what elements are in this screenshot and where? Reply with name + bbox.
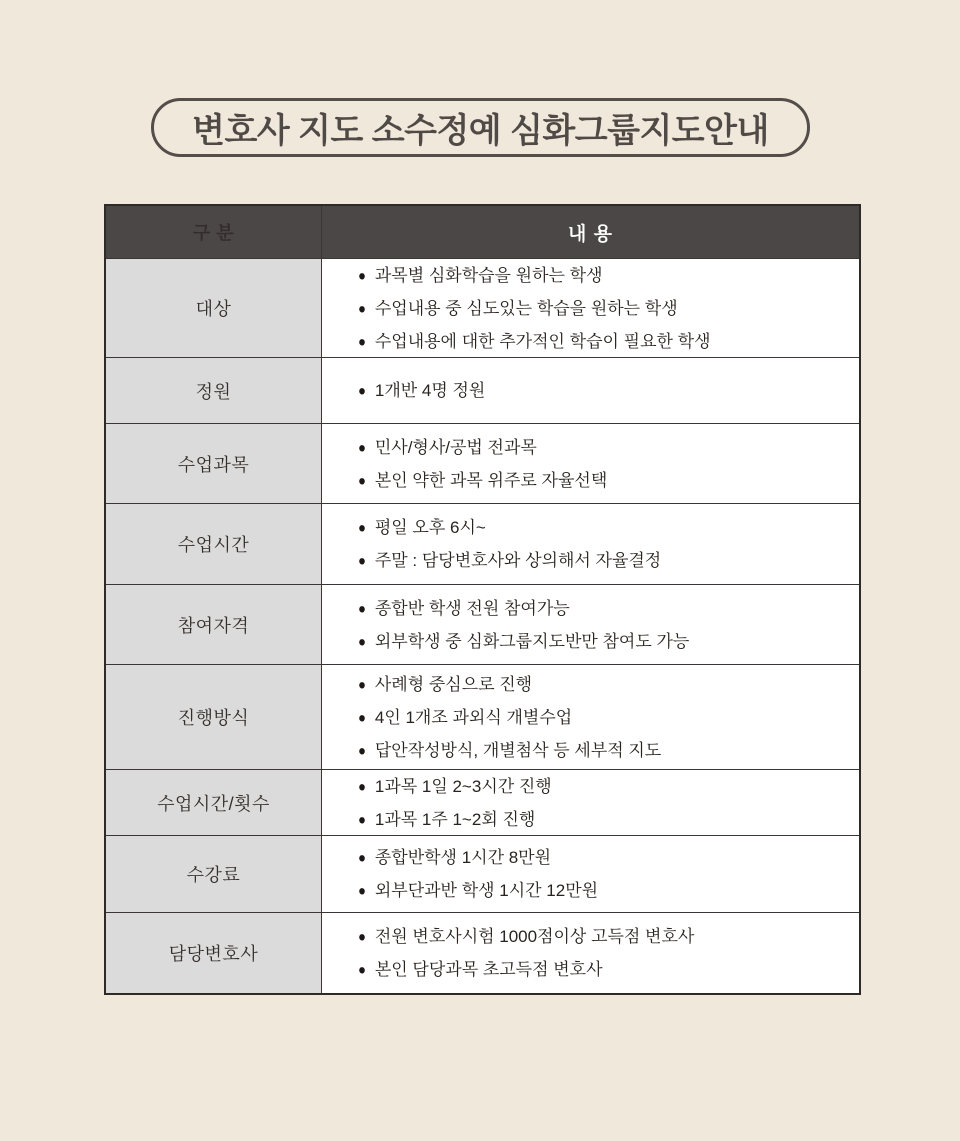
bullet-icon: ● [358, 927, 366, 946]
list-item [358, 544, 859, 577]
list-item [358, 292, 859, 325]
table-row-subjects [106, 423, 859, 503]
row-label [106, 358, 322, 423]
row-label-text: 진행방식 [177, 708, 250, 728]
list-item [358, 841, 859, 874]
bullet-icon: ● [358, 741, 366, 759]
list-item [358, 701, 859, 734]
bullet-icon: ● [358, 299, 366, 317]
list-item-text: 전원 변호사시험 1000점이상 고득점 변호사 [374, 927, 695, 946]
table-row-hours-frequency [106, 769, 859, 835]
header-category-label: 구 분 [192, 223, 235, 243]
table-header-row [106, 206, 859, 258]
bullet-icon: ● [358, 632, 366, 650]
row-label [106, 836, 322, 912]
bullet-icon: ● [358, 881, 366, 900]
row-label-text: 수업시간 [177, 535, 250, 555]
bullet-icon: ● [358, 960, 366, 979]
table-row-target [106, 258, 859, 357]
bullet-icon: ● [358, 708, 366, 726]
table-row-class-time [106, 503, 859, 584]
row-label [106, 913, 322, 993]
bullet-icon: ● [358, 266, 366, 284]
list-item-text: 1과목 1주 1~2회 진행 [374, 809, 536, 829]
row-content [322, 358, 859, 423]
bullet-icon: ● [358, 848, 366, 867]
row-label-text: 대상 [195, 299, 232, 319]
table-row-capacity [106, 357, 859, 423]
bullet-icon: ● [358, 675, 366, 693]
header-content-label: 내 용 [568, 223, 613, 245]
list-item [358, 592, 859, 625]
row-content [322, 585, 859, 664]
header-cell-category [106, 206, 322, 258]
row-content [322, 424, 859, 503]
table-row-instructors [106, 912, 859, 993]
list-item-text: 본인 담당과목 초고득점 변호사 [374, 960, 603, 979]
bullet-icon: ● [358, 438, 366, 456]
list-item-text: 1개반 4명 정원 [374, 381, 486, 400]
row-label [106, 259, 322, 357]
row-label-text: 수강료 [186, 865, 241, 885]
bullet-icon: ● [358, 381, 366, 400]
list-item [358, 770, 859, 803]
list-item [358, 464, 859, 497]
list-item-text: 민사/형사/공법 전과목 [374, 437, 537, 457]
list-item-text: 본인 약한 과목 위주로 자율선택 [374, 470, 608, 490]
row-label-text: 참여자격 [177, 615, 250, 636]
list-item [358, 625, 859, 658]
list-item [358, 874, 859, 907]
list-item [358, 431, 859, 464]
row-content [322, 770, 859, 835]
list-item [358, 259, 859, 292]
row-label [106, 770, 322, 835]
bullet-icon: ● [358, 551, 366, 570]
table-row-format [106, 664, 859, 769]
list-item-text: 평일 오후 6시~ [374, 518, 486, 537]
row-label-text: 정원 [195, 381, 232, 402]
row-label [106, 665, 322, 769]
row-content [322, 259, 859, 357]
bullet-icon: ● [358, 332, 366, 350]
row-content [322, 504, 859, 584]
list-item-text: 종합반 학생 전원 참여가능 [374, 598, 570, 618]
list-item-text: 종합반학생 1시간 8만원 [374, 848, 552, 867]
row-content [322, 836, 859, 912]
bullet-icon: ● [358, 471, 366, 489]
bullet-icon: ● [358, 599, 366, 617]
list-item [358, 920, 859, 953]
list-item-text: 답안작성방식, 개별첨삭 등 세부적 지도 [374, 740, 662, 760]
list-item-text: 4인 1개조 과외식 개별수업 [374, 707, 573, 727]
list-item-text: 과목별 심화학습을 원하는 학생 [374, 265, 603, 285]
bullet-icon: ● [358, 518, 366, 537]
list-item-text: 수업내용에 대한 추가적인 학습이 필요한 학생 [374, 331, 711, 351]
row-label-text: 수업과목 [177, 454, 250, 475]
row-content [322, 665, 859, 769]
list-item [358, 511, 859, 544]
list-item-text: 주말 : 담당변호사와 상의해서 자율결정 [374, 551, 662, 570]
list-item-text: 1과목 1일 2~3시간 진행 [374, 776, 552, 796]
list-item [358, 734, 859, 767]
list-item-text: 수업내용 중 심도있는 학습을 원하는 학생 [374, 298, 678, 318]
list-item-text: 사례형 중심으로 진행 [374, 674, 533, 694]
list-item [358, 668, 859, 701]
list-item [358, 953, 859, 986]
row-label [106, 424, 322, 503]
list-item [358, 374, 859, 407]
list-item [358, 803, 859, 836]
list-item [358, 325, 859, 358]
header-cell-content [322, 206, 859, 258]
bullet-icon: ● [358, 810, 366, 828]
title-banner [151, 98, 810, 157]
bullet-icon: ● [358, 777, 366, 795]
row-label [106, 504, 322, 584]
row-label [106, 585, 322, 664]
page-title: 변호사 지도 소수정예 심화그룹지도안내 [192, 112, 769, 150]
info-table [104, 204, 861, 995]
list-item-text: 외부단과반 학생 1시간 12만원 [374, 881, 599, 900]
list-item-text: 외부학생 중 심화그룹지도반만 참여도 가능 [374, 631, 690, 651]
row-content [322, 913, 859, 993]
row-label-text: 수업시간/횟수 [157, 793, 270, 814]
table-row-eligibility [106, 584, 859, 664]
table-row-tuition [106, 835, 859, 912]
row-label-text: 담당변호사 [168, 944, 259, 964]
